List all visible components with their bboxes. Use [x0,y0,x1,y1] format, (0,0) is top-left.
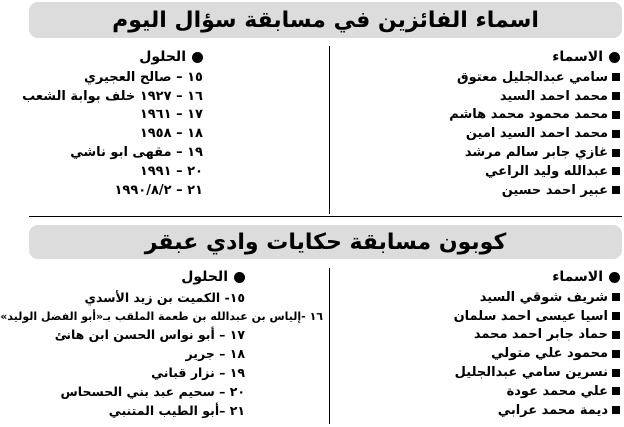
section1-answers-column [22,46,323,200]
answer-item: ١٥- الكميت بن زيد الأسدي [84,289,245,305]
square-bullet-icon [612,130,620,138]
answer-item: ١٩ – مقهى ابو ناشي [70,145,203,161]
section2-names-column [370,266,620,420]
winner-name: غازي جابر سالم مرشد [370,143,620,162]
bullet-icon [609,52,620,63]
section1-title-banner [29,2,622,38]
square-bullet-icon [612,406,620,414]
section2-answers-column [0,266,323,420]
answer-item: ٢٠ – ١٩٩١ [139,163,203,179]
answers-heading-label: الحلول [181,269,228,285]
names-heading-label: الاسماء [552,49,603,65]
section2-answers-heading [33,266,323,288]
answer-item: ١٦ – ١٩٢٧ خلف بوابة الشعب [22,88,203,104]
answer-item: ٢٠ – سحيم عبد بني الحسحاس [60,383,245,399]
column-divider [329,268,330,424]
square-bullet-icon [612,312,620,320]
section1-names-list [370,68,620,200]
answer-item: ١٨ – ١٩٥٨ [139,126,203,142]
section2-answers-list [0,288,323,420]
winner-name: ديمة محمد عرابي [370,401,620,420]
square-bullet-icon [612,387,620,395]
bullet-icon [192,52,203,63]
square-bullet-icon [612,73,620,81]
section1-names-column [370,46,620,200]
square-bullet-icon [612,149,620,157]
section1-names-heading [370,46,620,68]
square-bullet-icon [612,331,620,339]
square-bullet-icon [612,369,620,377]
section1-answers-heading [33,46,323,68]
answer-item: ١٦ -إلياس بن عبدالله بن طعمة الملقب بـ«أبو الفضل الوليد» [0,309,323,323]
section2-title-banner [29,225,622,259]
winner-name: شريف شوقي السيد [370,288,620,307]
section1-answers-list [22,68,323,200]
bullet-icon [234,272,245,283]
winner-name: محمد محمود محمد هاشم [370,106,620,125]
winner-name: اسيا عيسى احمد سلمان [370,307,620,326]
square-bullet-icon [612,92,620,100]
square-bullet-icon [612,293,620,301]
answer-item: ١٥ – صالح العجيري [84,69,203,85]
answers-heading-label: الحلول [139,49,186,65]
answer-item: ١٨ – جرير [185,346,245,362]
winner-name: محمد احمد السيد [370,87,620,106]
section2-names-heading [370,266,620,288]
answer-item: ١٧ – ١٩٦١ [139,107,203,123]
answer-item: ١٩ – نزار قباني [151,365,245,381]
square-bullet-icon [612,186,620,194]
winner-name: عبدالله وليد الراعي [370,162,620,181]
names-heading-label: الاسماء [552,269,603,285]
answer-item: ١٧ – أبو نواس الحسن ابن هانئ [54,327,245,343]
square-bullet-icon [612,111,620,119]
winner-name: سامي عبدالجليل معتوق [370,68,620,87]
column-divider [329,46,330,214]
winner-name: حماد جابر احمد محمد [370,326,620,345]
section2-title: كوبون مسابقة حكايات وادي عبقر [144,229,507,255]
winner-name: علي محمد عودة [370,382,620,401]
bullet-icon [609,272,620,283]
winner-name: محمد احمد السيد امين [370,124,620,143]
square-bullet-icon [612,167,620,175]
answer-item: ٢١ –أبو الطيب المتنبي [108,402,245,418]
section1-title: اسماء الفائزين في مسابقة سؤال اليوم [112,7,539,33]
square-bullet-icon [612,350,620,358]
section2-names-list [370,288,620,420]
winner-name: نسرين سامي عبدالجليل [370,363,620,382]
answer-item: ٢١ – ١٩٩٠/٨/٢ [114,182,203,198]
section-separator [29,216,622,217]
winner-name: محمود علي متولي [370,344,620,363]
winner-name: عبير احمد حسين [370,181,620,200]
